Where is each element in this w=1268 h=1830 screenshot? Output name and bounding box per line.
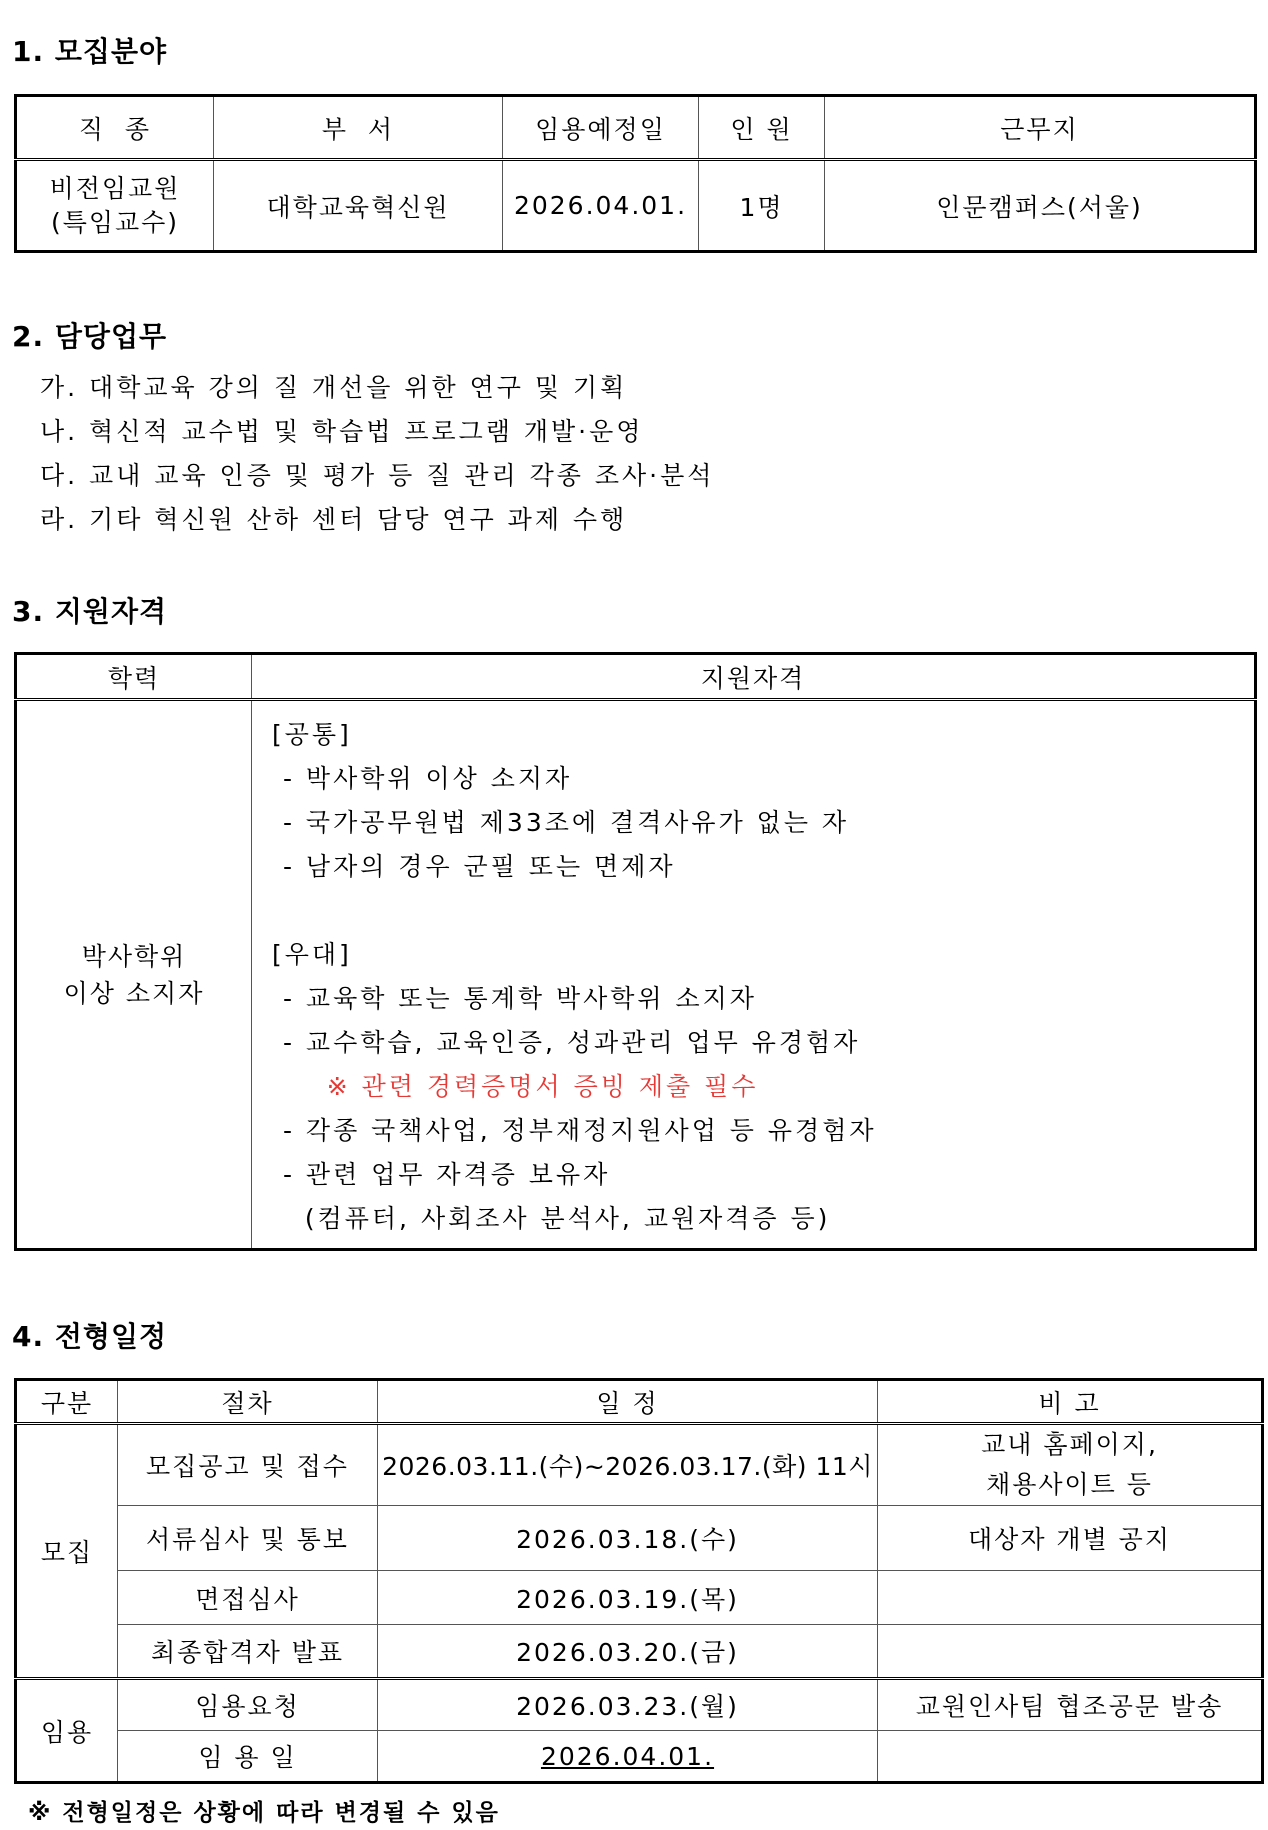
- schedule-cell: 2026.03.18.(수): [378, 1506, 878, 1571]
- header-category: 구분: [16, 1380, 118, 1424]
- department-cell: 대학교육혁신원: [214, 160, 503, 252]
- education-cell: [16, 700, 252, 1250]
- remarks-cell: [878, 1571, 1263, 1625]
- group-appointment: 임용: [16, 1679, 118, 1783]
- procedure-cell: 서류심사 및 통보: [118, 1506, 378, 1571]
- table-row: [16, 1679, 1263, 1731]
- preferred-required-note: ※ 관련 경력증명서 증빙 제출 필수: [272, 1072, 759, 1101]
- remarks-cell: [878, 1731, 1263, 1783]
- procedure-cell: 임용요청: [118, 1679, 378, 1731]
- schedule-cell: 2026.03.19.(목): [378, 1571, 878, 1625]
- common-title: [공통]: [272, 720, 352, 749]
- table-row: [16, 700, 1256, 1250]
- preferred-item: - 관련 업무 자격증 보유자: [272, 1160, 611, 1189]
- table-header-row: [16, 1380, 1263, 1424]
- header-appointment-date: 임용예정일: [503, 96, 699, 160]
- section-title-duties: 2. 담당업무: [12, 320, 168, 353]
- workplace-cell: 인문캠퍼스(서울): [825, 160, 1256, 252]
- preferred-item: - 각종 국책사업, 정부재정지원사업 등 유경험자: [272, 1116, 877, 1145]
- procedure-cell: 면접심사: [118, 1571, 378, 1625]
- schedule-cell: [378, 1731, 878, 1783]
- job-type-line2: (특임교수): [50, 207, 180, 237]
- qualification-table: [14, 652, 1257, 1251]
- duty-item: 다. 교내 교육 인증 및 평가 등 질 관리 각종 조사·분석: [40, 461, 715, 490]
- table-row: [16, 1625, 1263, 1679]
- preferred-title: [우대]: [272, 940, 352, 969]
- procedure-cell: 임 용 일: [118, 1731, 378, 1783]
- header-department: 부 서: [214, 96, 503, 160]
- header-schedule: 일 정: [378, 1380, 878, 1424]
- section-title-qualifications: 3. 지원자격: [12, 595, 168, 628]
- remarks-cell: 대상자 개별 공지: [878, 1506, 1263, 1571]
- duty-item: 나. 혁신적 교수법 및 학습법 프로그램 개발·운영: [40, 417, 644, 446]
- procedure-cell: 최종합격자 발표: [118, 1625, 378, 1679]
- table-header-row: [16, 654, 1256, 700]
- header-workplace: 근무지: [825, 96, 1256, 160]
- remarks-cell: 교원인사팀 협조공문 발송: [878, 1679, 1263, 1731]
- table-row: [16, 160, 1256, 252]
- education-line2: 이상 소지자: [63, 978, 205, 1008]
- common-item: - 남자의 경우 군필 또는 면제자: [272, 852, 676, 881]
- spacer: [272, 889, 1254, 933]
- header-education: 학력: [16, 654, 252, 700]
- table-header-row: [16, 96, 1256, 160]
- common-item: - 국가공무원법 제33조에 결격사유가 없는 자: [272, 808, 850, 837]
- remarks-cell: [878, 1424, 1263, 1506]
- duty-item: 가. 대학교육 강의 질 개선을 위한 연구 및 기획: [40, 373, 628, 402]
- header-job-type: 직 종: [16, 96, 214, 160]
- remarks-line1: 교내 홈페이지,: [981, 1430, 1158, 1459]
- schedule-footnote: ※ 전형일정은 상황에 따라 변경될 수 있음: [28, 1800, 500, 1826]
- table-row: [16, 1506, 1263, 1571]
- common-item: - 박사학위 이상 소지자: [272, 764, 573, 793]
- schedule-cell: 2026.03.20.(금): [378, 1625, 878, 1679]
- schedule-table: [14, 1378, 1264, 1784]
- preferred-item: - 교수학습, 교육인증, 성과관리 업무 유경험자: [272, 1028, 861, 1057]
- job-type-line1: 비전임교원: [49, 173, 181, 203]
- table-row: [16, 1424, 1263, 1506]
- group-recruitment: 모집: [16, 1424, 118, 1679]
- table-row: [16, 1731, 1263, 1783]
- section-title-recruitment: 1. 모집분야: [12, 35, 168, 68]
- header-headcount: 인 원: [699, 96, 825, 160]
- qualification-cell: [252, 700, 1256, 1250]
- duty-item: 라. 기타 혁신원 산하 센터 담당 연구 과제 수행: [40, 505, 628, 534]
- table-row: [16, 1571, 1263, 1625]
- header-procedure: 절차: [118, 1380, 378, 1424]
- preferred-item: (컴퓨터, 사회조사 분석사, 교원자격증 등): [272, 1204, 831, 1233]
- header-remarks: 비 고: [878, 1380, 1263, 1424]
- appointment-date-underlined: 2026.04.01.: [540, 1741, 715, 1771]
- schedule-cell: 2026.03.23.(월): [378, 1679, 878, 1731]
- remarks-line2: 채용사이트 등: [986, 1470, 1153, 1499]
- header-qualification: 지원자격: [252, 654, 1256, 700]
- recruitment-table: [14, 94, 1257, 253]
- appointment-date-cell: 2026.04.01.: [503, 160, 699, 252]
- remarks-cell: [878, 1625, 1263, 1679]
- schedule-cell: 2026.03.11.(수)~2026.03.17.(화) 11시: [378, 1424, 878, 1506]
- education-line1: 박사학위: [81, 941, 187, 971]
- headcount-cell: 1명: [699, 160, 825, 252]
- preferred-item: - 교육학 또는 통계학 박사학위 소지자: [272, 984, 757, 1013]
- procedure-cell: 모집공고 및 접수: [118, 1424, 378, 1506]
- job-type-cell: [16, 160, 214, 252]
- section-title-schedule: 4. 전형일정: [12, 1320, 168, 1353]
